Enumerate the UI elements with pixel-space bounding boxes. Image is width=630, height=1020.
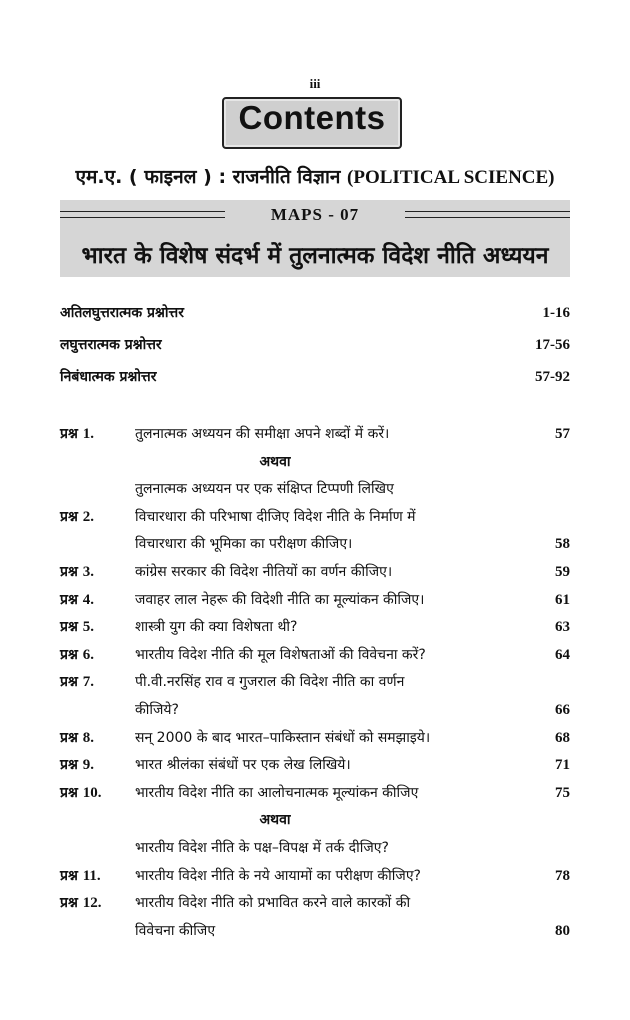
question-text: विचारधारा की परिभाषा दीजिए विदेश नीति के निर्माण में (135, 508, 416, 525)
question-page: 66 (555, 701, 570, 718)
question-text: भारतीय विदेश नीति का आलोचनात्मक मूल्यांकन कीजिए (135, 784, 419, 801)
question-row (60, 642, 570, 670)
question-text: शास्त्री युग की क्या विशेषता थी? (135, 619, 298, 636)
question-number: 9. (82, 757, 94, 774)
section-label: निबंधात्मक प्रश्नोत्तर (60, 369, 157, 385)
question-label (60, 614, 135, 642)
question-label (60, 559, 135, 587)
question-label (60, 697, 135, 725)
question-text: अथवा (259, 453, 291, 470)
question-page: 61 (555, 591, 570, 608)
question-text: भारतीय विदेश नीति की मूल विशेषताओं की विवेचना करें? (135, 646, 426, 663)
question-page (530, 807, 570, 835)
question-word: प्रश्न (60, 729, 78, 746)
question-row (60, 559, 570, 587)
question-label (60, 725, 135, 753)
question-number: 8. (82, 729, 94, 746)
question-page (530, 504, 570, 532)
section-pages: 1-16 (542, 305, 570, 321)
question-number: 1. (82, 426, 94, 442)
question-number: 3. (82, 563, 94, 580)
question-label (60, 642, 135, 670)
alternative-divider (60, 807, 570, 835)
question-text: भारतीय विदेश नीति के पक्ष–विपक्ष में तर्क दीजिए? (135, 839, 389, 856)
question-label (60, 918, 135, 946)
section-entry (60, 302, 570, 334)
question-text: भारतीय विदेश नीति को प्रभावित करने वाले कारकों की (135, 895, 411, 912)
question-page: 68 (555, 729, 570, 746)
question-page (530, 890, 570, 918)
question-label (60, 476, 135, 504)
question-text: कांग्रेस सरकार की विदेश नीतियों का वर्णन कीजिए। (135, 563, 393, 580)
alternative-divider (60, 449, 570, 477)
question-text: विवेचना कीजिए (135, 922, 216, 939)
question-label (60, 863, 135, 891)
question-row (60, 669, 570, 697)
question-text: भारत श्रीलंका संबंधों पर एक लेख लिखिये। (135, 757, 351, 774)
question-list (60, 421, 570, 945)
question-text: तुलनात्मक अध्ययन पर एक संक्षिप्त टिप्पणी लिखिए (135, 481, 394, 498)
question-row (60, 752, 570, 780)
question-label (60, 780, 135, 808)
question-text: पी.वी.नरसिंह राव व गुजराल की विदेश नीति का वर्णन (135, 674, 405, 691)
question-page: 64 (555, 646, 570, 663)
question-row (60, 614, 570, 642)
question-row (60, 504, 570, 532)
question-page (530, 449, 570, 477)
question-text: सन् 2000 के बाद भारत–पाकिस्तान संबंधों को समझाइये। (135, 729, 431, 746)
question-number: 12. (82, 895, 102, 912)
question-page: 63 (555, 619, 570, 636)
question-page: 80 (555, 922, 570, 939)
question-row (60, 421, 570, 449)
course-title-english: (POLITICAL SCIENCE) (347, 167, 555, 188)
question-row (60, 697, 570, 725)
question-text: भारतीय विदेश नीति के नये आयामों का परीक्षण कीजिए? (135, 867, 421, 884)
question-row (60, 918, 570, 946)
question-text: अथवा (259, 812, 291, 829)
question-word: प्रश्न (60, 784, 78, 801)
question-page (530, 669, 570, 697)
contents-heading: Contents (222, 97, 402, 149)
question-page (530, 835, 570, 863)
question-word: प्रश्न (60, 895, 78, 912)
question-word: प्रश्न (60, 867, 78, 884)
question-page (530, 476, 570, 504)
question-row (60, 890, 570, 918)
section-label: लघुत्तरात्मक प्रश्नोत्तर (60, 337, 162, 353)
section-list (60, 302, 570, 398)
question-row (60, 780, 570, 808)
question-page: 75 (555, 784, 570, 801)
question-number: 11. (82, 867, 101, 884)
section-pages: 17-56 (535, 337, 570, 353)
question-page: 58 (555, 536, 570, 553)
paper-title: भारत के विशेष संदर्भ में तुलनात्मक विदेश नीति अध्ययन (81, 243, 549, 269)
question-row (60, 725, 570, 753)
question-text: कीजिये? (135, 701, 179, 718)
question-number: 6. (82, 646, 94, 663)
question-label (60, 504, 135, 532)
question-word: प्रश्न (60, 426, 78, 442)
paper-banner (60, 200, 570, 277)
question-text: विचारधारा की भूमिका का परीक्षण कीजिए। (135, 536, 353, 553)
section-entry (60, 366, 570, 398)
question-text: जवाहर लाल नेहरू की विदेशी नीति का मूल्यांकन कीजिए। (135, 591, 425, 608)
question-label (60, 587, 135, 615)
question-number: 7. (82, 674, 94, 691)
question-label (60, 531, 135, 559)
question-word: प्रश्न (60, 591, 78, 608)
question-number: 4. (82, 591, 94, 608)
section-pages: 57-92 (535, 369, 570, 385)
question-label (60, 752, 135, 780)
question-number: 2. (82, 508, 94, 525)
section-entry (60, 334, 570, 366)
question-label (60, 890, 135, 918)
question-page: 78 (555, 867, 570, 884)
question-label (60, 421, 135, 449)
question-row (60, 587, 570, 615)
question-number: 10. (82, 784, 102, 801)
question-word: प्रश्न (60, 757, 78, 774)
question-word: प्रश्न (60, 508, 78, 525)
question-row (60, 476, 570, 504)
paper-code: MAPS - 07 (270, 205, 360, 224)
question-word: प्रश्न (60, 563, 78, 580)
question-text: तुलनात्मक अध्ययन की समीक्षा अपने शब्दों में करें। (135, 426, 390, 442)
course-title-hindi: एम.ए. ( फाइनल ) : राजनीति विज्ञान (75, 166, 341, 188)
question-word: प्रश्न (60, 646, 78, 663)
question-word: प्रश्न (60, 619, 78, 636)
question-row (60, 835, 570, 863)
question-page: 71 (555, 757, 570, 774)
page-number: iii (309, 76, 321, 91)
question-row (60, 531, 570, 559)
course-title (0, 163, 630, 189)
question-label (60, 835, 135, 863)
question-page: 59 (555, 563, 570, 580)
question-row (60, 863, 570, 891)
section-label: अतिलघुत्तरात्मक प्रश्नोत्तर (60, 305, 184, 321)
question-number: 5. (82, 619, 94, 636)
question-label (60, 669, 135, 697)
question-word: प्रश्न (60, 674, 78, 691)
question-page: 57 (555, 426, 570, 442)
